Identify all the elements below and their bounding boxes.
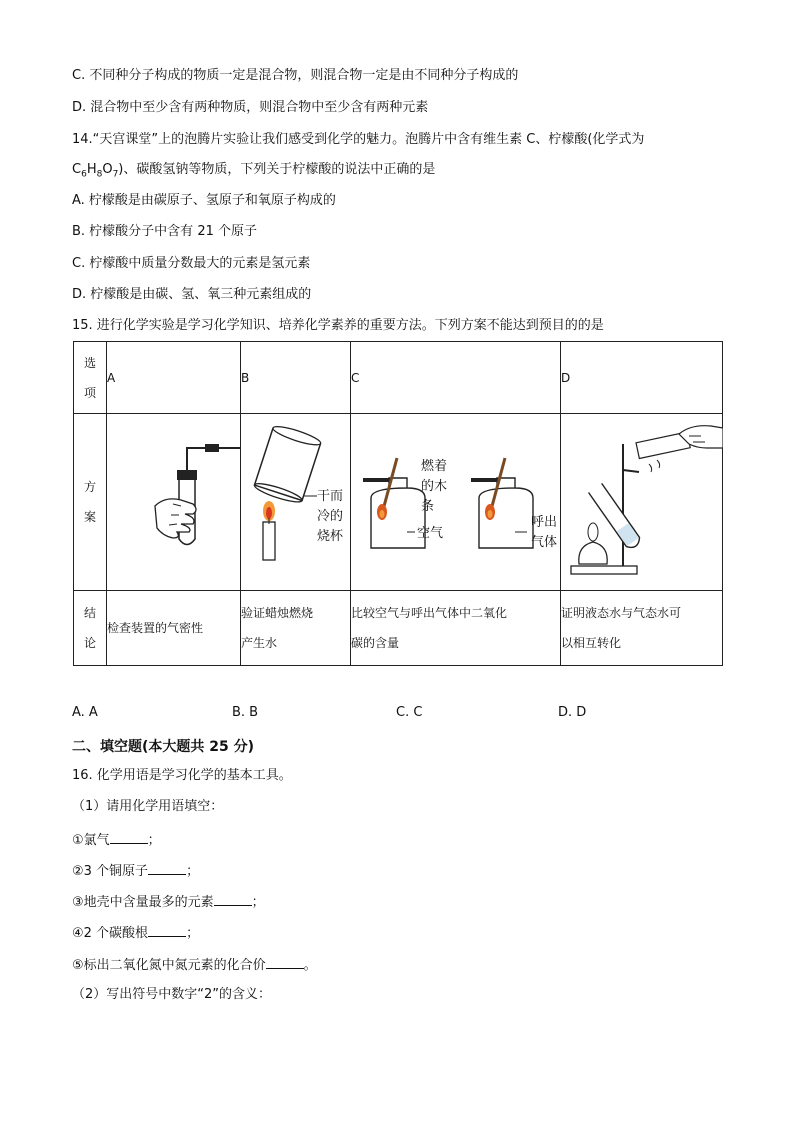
answer-blank-3[interactable] <box>214 892 252 906</box>
answer-choice-a[interactable]: A. A <box>72 705 98 720</box>
q13-option-d: D. 混合物中至少含有两种物质，则混合物中至少含有两种元素 <box>72 100 429 115</box>
citric-formula-o: O <box>102 162 113 177</box>
q15-plan-row <box>74 414 723 591</box>
plan-label-cell: 方 案 <box>74 414 107 591</box>
conclusion-d: 证明液态水与气态水可 以相互转化 <box>561 590 723 665</box>
conclusion-a: 检查装置的气密性 <box>107 590 241 665</box>
answer-choice-d[interactable]: D. D <box>558 705 587 720</box>
q16-item3: ③地壳中含量最多的元素 ； <box>72 892 265 912</box>
q16-stem: 16. 化学用语是学习化学的基本工具。 <box>72 768 292 783</box>
option-d-header: D <box>561 342 723 414</box>
conclusion-b: 验证蜡烛燃烧 产生水 <box>241 590 351 665</box>
citric-formula-c: C <box>72 162 82 177</box>
section-title: 二、填空题(本大题共 25 分) <box>72 739 255 755</box>
option-c-header: C <box>351 342 561 414</box>
q16-item5: ⑤标出二氧化氮中氮元素的化合价 。 <box>72 955 317 975</box>
figure-d-cell <box>561 414 723 591</box>
conclusion-label-cell: 结 论 <box>74 590 107 665</box>
citric-formula-h: H <box>86 162 97 177</box>
answer-choice-b[interactable]: B. B <box>232 705 259 720</box>
q15-stem: 15. 进行化学实验是学习化学知识、培养化学素养的重要方法。下列方案不能达到预目的的是 <box>72 318 604 333</box>
q14-stem-line1: 14.“天宫课堂”上的泡腾片实验让我们感受到化学的魅力。泡腾片中含有维生素 C、柠檬酸(化学式为 <box>72 132 645 147</box>
water-evaporation-figure <box>561 414 723 590</box>
answer-blank-4[interactable] <box>148 923 186 937</box>
candle-beaker-figure <box>241 414 351 590</box>
q14-stem-line2: $C_6H_8O_7$)、碳酸氢钠等物质，下列关于柠檬酸的说法中正确的是 <box>72 162 436 180</box>
answer-blank-5[interactable] <box>266 955 304 969</box>
airtightness-apparatus-figure <box>107 414 241 590</box>
q14-option-b: B. 柠檬酸分子中含有 21 个原子 <box>72 224 257 239</box>
conclusion-c: 比较空气与呼出气体中二氧化 碳的含量 <box>351 590 561 665</box>
burning-splint-label-line2: 的木 <box>421 479 448 495</box>
header-label-cell: 选 项 <box>74 342 107 414</box>
air-label: 空气 <box>417 526 444 542</box>
q16-part1: （1）请用化学用语填空： <box>72 799 224 814</box>
option-b-header: B <box>241 342 351 414</box>
beaker-label-line2: 冷的 <box>317 509 344 525</box>
q15-header-row <box>74 342 723 414</box>
q16-item1: ①氯气 ； <box>72 830 161 850</box>
q16-item2: ②3 个铜原子 ； <box>72 861 199 881</box>
q16-part2: （2）写出符号中数字“2”的含义： <box>72 987 272 1002</box>
exhaled-gas-label-line2: 气体 <box>531 535 558 551</box>
beaker-label-line1: 干而 <box>317 489 344 505</box>
burning-splint-label-line1: 燃着 <box>421 459 448 475</box>
option-a-header: A <box>107 342 241 414</box>
beaker-label-line3: 烧杯 <box>317 529 344 545</box>
figure-b-cell <box>241 414 351 591</box>
exhaled-gas-label-line1: 呼出 <box>531 515 558 531</box>
q16-item4: ④2 个碳酸根 ； <box>72 923 199 943</box>
figure-a-cell <box>107 414 241 591</box>
q13-option-c: C. 不同种分子构成的物质一定是混合物，则混合物一定是由不同种分子构成的 <box>72 68 519 83</box>
q14-option-d: D. 柠檬酸是由碳、氢、氧三种元素组成的 <box>72 287 312 302</box>
answer-choice-c[interactable]: C. C <box>396 705 423 720</box>
answer-blank-2[interactable] <box>148 861 186 875</box>
figure-c-cell <box>351 414 561 591</box>
answer-blank-1[interactable] <box>110 830 148 844</box>
q14-option-a: A. 柠檬酸是由碳原子、氢原子和氧原子构成的 <box>72 193 336 208</box>
q15-table <box>73 341 723 666</box>
two-bottles-splint-figure <box>351 414 561 590</box>
burning-splint-label-line3: 条 <box>421 499 435 515</box>
q15-conclusion-row <box>74 590 723 665</box>
q14-option-c: C. 柠檬酸中质量分数最大的元素是氢元素 <box>72 256 311 271</box>
